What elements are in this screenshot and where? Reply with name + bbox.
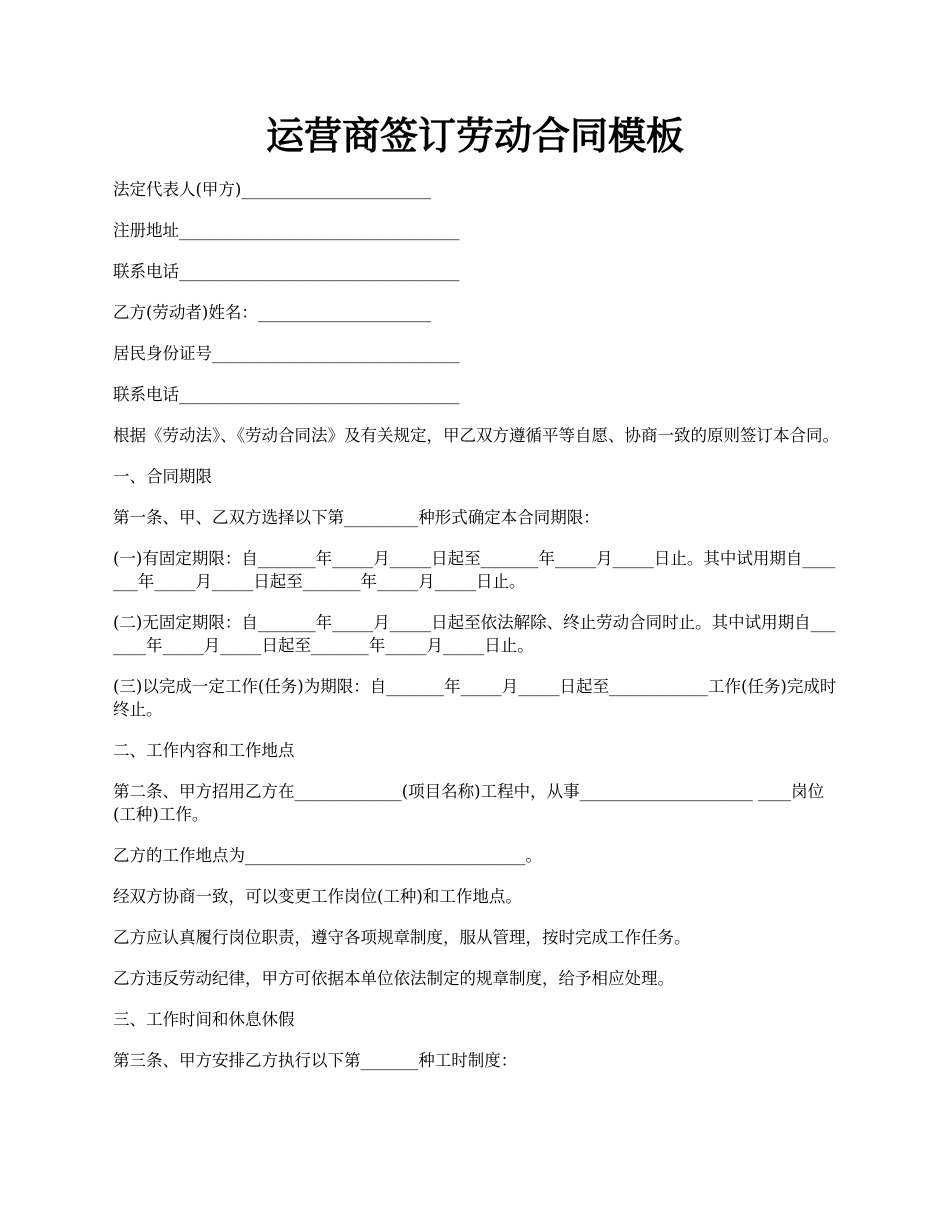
section-heading-work-content: 二、工作内容和工作地点 (113, 741, 295, 760)
task-term-clause: (三)以完成一定工作(任务)为期限：自_______年_____月_____日起至____________工作(任务)完成时终止。 (113, 677, 837, 719)
article-1-paragraph: 第一条、甲、乙双方选择以下第_________种形式确定本合同期限： (113, 508, 600, 527)
open-term-clause: (二)无固定期限：自_______年_____月_____日起至依法解除、终止劳动合同时止。其中试用期自_______年_____月_____日起至_______年_____月_____日止。 (113, 613, 836, 655)
change-agreement-paragraph: 经双方协商一致，可以变更工作岗位(工种)和工作地点。 (113, 887, 522, 906)
article-2-paragraph: 第二条、甲方招用乙方在_____________(项目名称)工程中，从事_____________________ ____岗位(工种)工作。 (113, 782, 825, 824)
discipline-paragraph: 乙方违反劳动纪律，甲方可依据本单位依法制定的规章制度，给予相应处理。 (113, 969, 674, 988)
party-b-id-line: 居民身份证号______________________________ (113, 344, 460, 363)
duties-paragraph: 乙方应认真履行岗位职责，遵守各项规章制度，服从管理，按时完成工作任务。 (113, 928, 691, 947)
document-title: 运营商签订劳动合同模板 (265, 113, 684, 158)
document-body (113, 178, 843, 1090)
work-location-paragraph: 乙方的工作地点为__________________________________。 (113, 846, 542, 865)
fixed-term-clause: (一)有固定期限：自_______年_____月_____日起至_______年_____月_____日止。其中试用期自_______年_____月_____日起至_______年_____月_____日止。 (113, 549, 836, 591)
party-b-name-line: 乙方(劳动者)姓名：_____________________ (113, 303, 432, 322)
party-a-representative-line: 法定代表人(甲方)_______________________ (113, 180, 432, 199)
section-heading-working-hours: 三、工作时间和休息休假 (113, 1010, 295, 1029)
party-a-phone-line: 联系电话__________________________________ (113, 262, 460, 281)
preamble-paragraph: 根据《劳动法》、《劳动合同法》及有关规定，甲乙双方遵循平等自愿、协商一致的原则签订本合同。 (113, 426, 839, 445)
party-b-phone-line: 联系电话__________________________________ (113, 385, 460, 404)
article-3-paragraph: 第三条、甲方安排乙方执行以下第_______种工时制度： (113, 1051, 518, 1070)
party-a-address-line: 注册地址__________________________________ (113, 221, 460, 240)
section-heading-contract-term: 一、合同期限 (113, 467, 212, 486)
